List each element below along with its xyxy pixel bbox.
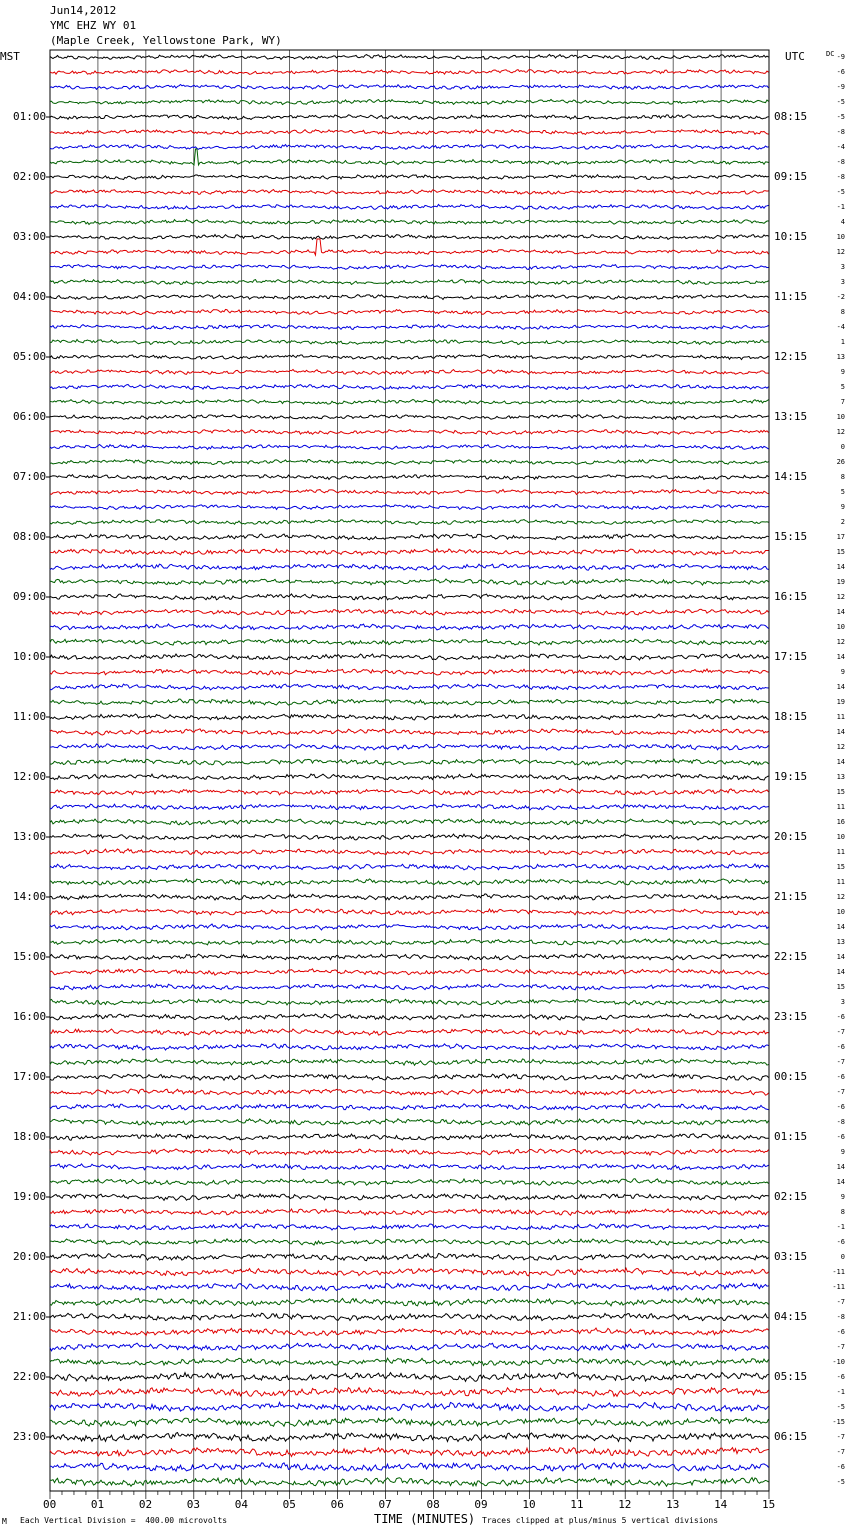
dc-offset-label: -8 — [836, 158, 845, 166]
x-tick-label: 05 — [282, 1498, 296, 1511]
x-tick-label: 07 — [378, 1498, 392, 1511]
dc-offset-label: -6 — [836, 1133, 845, 1141]
dc-offset-label: -8 — [836, 173, 845, 181]
dc-offset-label: -6 — [836, 1463, 845, 1471]
right-hour-label: 22:15 — [774, 950, 808, 963]
dc-offset-label: 8 — [840, 1208, 845, 1216]
right-hour-label: 20:15 — [774, 830, 808, 843]
dc-offset-label: 15 — [836, 983, 845, 991]
right-hour-label: 03:15 — [774, 1250, 808, 1263]
left-hour-label: 07:00 — [13, 470, 47, 483]
trace-12 — [50, 235, 769, 240]
left-hour-label: 13:00 — [13, 830, 47, 843]
left-hour-label: 19:00 — [13, 1190, 47, 1203]
trace-55 — [50, 879, 769, 885]
trace-77 — [50, 1209, 769, 1215]
left-hour-label: 17:00 — [13, 1070, 47, 1083]
dc-offset-label: -6 — [836, 1103, 845, 1111]
dc-offset-label: -7 — [836, 1088, 845, 1096]
x-tick-label: 15 — [762, 1498, 776, 1511]
right-hour-label: 12:15 — [774, 350, 808, 363]
trace-1 — [50, 70, 769, 75]
trace-41 — [50, 669, 769, 675]
trace-89 — [50, 1388, 769, 1397]
dc-offset-label: 14 — [836, 653, 845, 661]
left-hour-label: 10:00 — [13, 650, 47, 663]
dc-offset-label: -9 — [836, 53, 845, 61]
dc-offset-label: 15 — [836, 788, 845, 796]
x-tick-label: 04 — [234, 1498, 248, 1511]
dc-offset-label: 9 — [840, 1148, 845, 1156]
trace-40 — [50, 654, 769, 660]
dc-offset-label: -15 — [832, 1418, 845, 1426]
trace-28 — [50, 475, 769, 480]
x-tick-label: 11 — [570, 1498, 584, 1511]
trace-38 — [50, 624, 769, 630]
trace-47 — [50, 759, 769, 765]
trace-87 — [50, 1358, 769, 1365]
dc-offset-label: -1 — [836, 1223, 845, 1231]
trace-58 — [50, 924, 769, 930]
dc-offset-label: 12 — [836, 893, 845, 901]
trace-60 — [50, 954, 769, 960]
x-axis-title: TIME (MINUTES) — [374, 1512, 476, 1526]
dc-offset-label: 14 — [836, 1163, 845, 1171]
dc-offset-label: 9 — [840, 668, 845, 676]
dc-offset-label: -6 — [836, 1328, 845, 1336]
trace-71 — [50, 1119, 769, 1125]
left-hour-label: 03:00 — [13, 230, 47, 243]
dc-offset-label: 0 — [840, 1253, 845, 1261]
trace-20 — [50, 355, 769, 360]
right-hour-label: 23:15 — [774, 1010, 808, 1023]
trace-36 — [50, 594, 769, 600]
dc-offset-label: -7 — [836, 1448, 845, 1456]
left-hour-label: 04:00 — [13, 290, 47, 303]
dc-offset-label: 8 — [840, 308, 845, 316]
trace-7 — [50, 149, 769, 165]
trace-15 — [50, 280, 769, 285]
trace-78 — [50, 1224, 769, 1230]
trace-30 — [50, 505, 769, 510]
right-hour-label: 21:15 — [774, 890, 808, 903]
trace-65 — [50, 1029, 769, 1036]
right-hour-label: 09:15 — [774, 170, 808, 183]
x-tick-label: 09 — [474, 1498, 488, 1511]
trace-82 — [50, 1283, 769, 1291]
dc-offset-label: -7 — [836, 1058, 845, 1066]
trace-56 — [50, 894, 769, 900]
right-hour-label: 06:15 — [774, 1430, 808, 1443]
dc-offset-label: 9 — [840, 368, 845, 376]
dc-offset-label: 14 — [836, 608, 845, 616]
dc-offset-label: 12 — [836, 428, 845, 436]
dc-offset-label: 14 — [836, 758, 845, 766]
trace-5 — [50, 130, 769, 135]
dc-offset-label: -6 — [836, 1238, 845, 1246]
trace-50 — [50, 804, 769, 810]
right-hour-label: 11:15 — [774, 290, 808, 303]
dc-offset-label: 9 — [840, 503, 845, 511]
trace-17 — [50, 309, 769, 314]
right-hour-label: 19:15 — [774, 770, 808, 783]
dc-offset-label: -11 — [832, 1283, 845, 1291]
right-hour-label: 01:15 — [774, 1130, 808, 1143]
dc-offset-label: -2 — [836, 293, 845, 301]
trace-6 — [50, 145, 769, 150]
trace-61 — [50, 969, 769, 975]
trace-94 — [50, 1463, 769, 1471]
trace-0 — [50, 54, 769, 59]
x-tick-label: 08 — [426, 1498, 440, 1511]
dc-offset-label: -6 — [836, 1013, 845, 1021]
left-hour-label: 08:00 — [13, 530, 47, 543]
trace-43 — [50, 699, 769, 705]
right-hour-label: 02:15 — [774, 1190, 808, 1203]
dc-offset-label: -10 — [832, 1358, 845, 1366]
right-hour-label: 18:15 — [774, 710, 808, 723]
dc-offset-label: 11 — [836, 848, 845, 856]
trace-91 — [50, 1418, 769, 1427]
trace-37 — [50, 609, 769, 615]
trace-90 — [50, 1402, 769, 1411]
dc-offset-label: 5 — [840, 383, 845, 391]
dc-offset-label: -6 — [836, 1043, 845, 1051]
dc-offset-label: 0 — [840, 443, 845, 451]
trace-22 — [50, 384, 769, 389]
station-location: (Maple Creek, Yellowstone Park, WY) — [50, 34, 282, 47]
left-hour-label: 20:00 — [13, 1250, 47, 1263]
dc-offset-label: 10 — [836, 623, 845, 631]
trace-19 — [50, 339, 769, 344]
trace-13 — [50, 239, 769, 255]
dc-offset-label: 10 — [836, 413, 845, 421]
dc-offset-label: 14 — [836, 968, 845, 976]
trace-39 — [50, 639, 769, 645]
trace-35 — [50, 579, 769, 585]
dc-offset-label: 8 — [840, 473, 845, 481]
dc-offset-label: -7 — [836, 1433, 845, 1441]
dc-offset-label: -7 — [836, 1028, 845, 1036]
left-timezone-label: MST — [0, 50, 20, 63]
trace-49 — [50, 789, 769, 795]
dc-offset-label: 16 — [836, 818, 845, 826]
left-hour-label: 09:00 — [13, 590, 47, 603]
dc-offset-label: -8 — [836, 1313, 845, 1321]
trace-88 — [50, 1373, 769, 1382]
dc-offset-label: -5 — [836, 1478, 845, 1486]
left-hour-label: 06:00 — [13, 410, 47, 423]
trace-83 — [50, 1298, 769, 1306]
left-hour-label: 02:00 — [13, 170, 47, 183]
left-hour-label: 23:00 — [13, 1430, 47, 1443]
dc-offset-label: -8 — [836, 128, 845, 136]
right-hour-label: 08:15 — [774, 110, 808, 123]
left-hour-label: 12:00 — [13, 770, 47, 783]
dc-offset-label: 5 — [840, 488, 845, 496]
dc-offset-label: 12 — [836, 638, 845, 646]
dc-offset-label: 9 — [840, 1193, 845, 1201]
dc-offset-label: 2 — [840, 518, 845, 526]
trace-64 — [50, 1014, 769, 1020]
left-hour-label: 11:00 — [13, 710, 47, 723]
right-hour-label: 17:15 — [774, 650, 808, 663]
clip-note: Traces clipped at plus/minus 5 vertical divisions — [482, 1516, 719, 1525]
x-tick-label: 13 — [666, 1498, 680, 1511]
scale-note: Each Vertical Division = 400.00 microvolts — [20, 1516, 228, 1525]
trace-62 — [50, 984, 769, 990]
trace-42 — [50, 684, 769, 690]
dc-offset-label: -5 — [836, 188, 845, 196]
left-hour-label: 22:00 — [13, 1370, 47, 1383]
left-hour-label: 05:00 — [13, 350, 47, 363]
dc-offset-label: 3 — [840, 998, 845, 1006]
dc-offset-label: -5 — [836, 98, 845, 106]
trace-81 — [50, 1268, 769, 1276]
trace-54 — [50, 864, 769, 870]
trace-16 — [50, 295, 769, 300]
right-hour-label: 00:15 — [774, 1070, 808, 1083]
station-code: YMC EHZ WY 01 — [50, 19, 137, 32]
right-hour-label: 04:15 — [774, 1310, 808, 1323]
trace-68 — [50, 1074, 769, 1080]
trace-95 — [50, 1478, 769, 1487]
trace-80 — [50, 1254, 769, 1261]
trace-48 — [50, 774, 769, 780]
trace-57 — [50, 909, 769, 915]
trace-18 — [50, 324, 769, 329]
trace-3 — [50, 99, 769, 104]
dc-offset-label: -7 — [836, 1343, 845, 1351]
trace-85 — [50, 1328, 769, 1336]
right-hour-label: 16:15 — [774, 590, 808, 603]
x-tick-label: 10 — [522, 1498, 536, 1511]
dc-offset-label: -11 — [832, 1268, 845, 1276]
left-hour-label: 18:00 — [13, 1130, 47, 1143]
dc-offset-label: 10 — [836, 908, 845, 916]
dc-offset-label: 4 — [840, 218, 845, 226]
trace-74 — [50, 1164, 769, 1170]
dc-offset-label: -1 — [836, 203, 845, 211]
dc-offset-label: -7 — [836, 1298, 845, 1306]
dc-offset-label: 13 — [836, 353, 845, 361]
trace-26 — [50, 445, 769, 450]
trace-46 — [50, 744, 769, 750]
x-tick-label: 06 — [330, 1498, 344, 1511]
dc-offset-label: 3 — [840, 278, 845, 286]
dc-offset-label: 10 — [836, 233, 845, 241]
left-hour-label: 15:00 — [13, 950, 47, 963]
dc-offset-label: 19 — [836, 698, 845, 706]
left-hour-label: 14:00 — [13, 890, 47, 903]
dc-offset-label: 12 — [836, 593, 845, 601]
dc-offset-label: 11 — [836, 713, 845, 721]
trace-11 — [50, 220, 769, 225]
left-hour-label: 01:00 — [13, 110, 47, 123]
dc-offset-label: -6 — [836, 1373, 845, 1381]
trace-34 — [50, 564, 769, 570]
dc-offset-label: 10 — [836, 833, 845, 841]
right-hour-label: 13:15 — [774, 410, 808, 423]
right-hour-label: 10:15 — [774, 230, 808, 243]
x-tick-label: 01 — [90, 1498, 105, 1511]
trace-51 — [50, 819, 769, 825]
trace-23 — [50, 399, 769, 404]
trace-4 — [50, 115, 769, 120]
right-hour-label: 05:15 — [774, 1370, 808, 1383]
trace-52 — [50, 834, 769, 840]
trace-66 — [50, 1044, 769, 1050]
x-tick-label: 02 — [138, 1498, 153, 1511]
dc-offset-label: 19 — [836, 578, 845, 586]
trace-86 — [50, 1343, 769, 1351]
dc-offset-label: 14 — [836, 728, 845, 736]
dc-offset-label: 7 — [840, 398, 845, 406]
dc-offset-label: -4 — [836, 323, 845, 331]
dc-offset-label: -9 — [836, 83, 845, 91]
dc-offset-label: -4 — [836, 143, 845, 151]
dc-offset-label: 14 — [836, 1178, 845, 1186]
trace-73 — [50, 1149, 769, 1155]
trace-79 — [50, 1239, 769, 1245]
trace-75 — [50, 1179, 769, 1186]
dc-offset-label: 11 — [836, 878, 845, 886]
trace-27 — [50, 459, 769, 464]
trace-14 — [50, 265, 769, 270]
trace-72 — [50, 1134, 769, 1141]
dc-offset-label: 26 — [836, 458, 845, 466]
dc-offset-label: -8 — [836, 1118, 845, 1126]
x-tick-label: 00 — [43, 1498, 57, 1511]
dc-offset-label: -5 — [836, 113, 845, 121]
trace-76 — [50, 1194, 769, 1200]
dc-offset-label: 12 — [836, 743, 845, 751]
dc-offset-label: -1 — [836, 1388, 845, 1396]
dc-offset-label: -6 — [836, 68, 845, 76]
x-tick-label: 03 — [186, 1498, 201, 1511]
trace-93 — [50, 1448, 769, 1457]
trace-29 — [50, 490, 769, 495]
trace-45 — [50, 729, 769, 735]
x-tick-label: 12 — [618, 1498, 632, 1511]
trace-33 — [50, 549, 769, 555]
trace-70 — [50, 1104, 769, 1110]
dc-offset-label: 13 — [836, 938, 845, 946]
dc-offset-label: -6 — [836, 1073, 845, 1081]
plot-date: Jun14,2012 — [50, 4, 117, 17]
trace-31 — [50, 520, 769, 525]
dc-offset-label: 14 — [836, 953, 845, 961]
trace-25 — [50, 430, 769, 435]
left-hour-label: 21:00 — [13, 1310, 47, 1323]
left-hour-label: 16:00 — [13, 1010, 47, 1023]
dc-offset-label: 17 — [836, 533, 845, 541]
dc-offset-label: 13 — [836, 773, 845, 781]
right-hour-label: 15:15 — [774, 530, 808, 543]
trace-67 — [50, 1059, 769, 1066]
trace-24 — [50, 415, 769, 420]
dc-offset-label: 12 — [836, 248, 845, 256]
trace-53 — [50, 849, 769, 855]
trace-59 — [50, 939, 769, 945]
corner-mark: M — [2, 1517, 7, 1526]
dc-offset-label: 14 — [836, 683, 845, 691]
trace-32 — [50, 534, 769, 540]
dc-header-label: DC — [826, 50, 835, 58]
trace-2 — [50, 85, 769, 90]
trace-69 — [50, 1089, 769, 1095]
dc-offset-label: 15 — [836, 863, 845, 871]
trace-92 — [50, 1433, 769, 1442]
trace-9 — [50, 190, 769, 195]
trace-84 — [50, 1313, 769, 1320]
x-tick-label: 14 — [714, 1498, 728, 1511]
trace-8 — [50, 175, 769, 180]
dc-offset-label: 3 — [840, 263, 845, 271]
right-hour-label: 14:15 — [774, 470, 808, 483]
dc-offset-label: 1 — [840, 338, 845, 346]
right-timezone-label: UTC — [785, 50, 805, 63]
dc-offset-label: -5 — [836, 1403, 845, 1411]
dc-offset-label: 14 — [836, 563, 845, 571]
dc-offset-label: 15 — [836, 548, 845, 556]
dc-offset-label: 11 — [836, 803, 845, 811]
trace-63 — [50, 999, 769, 1005]
dc-offset-label: 14 — [836, 923, 845, 931]
trace-21 — [50, 370, 769, 375]
trace-44 — [50, 714, 769, 720]
trace-10 — [50, 204, 769, 209]
